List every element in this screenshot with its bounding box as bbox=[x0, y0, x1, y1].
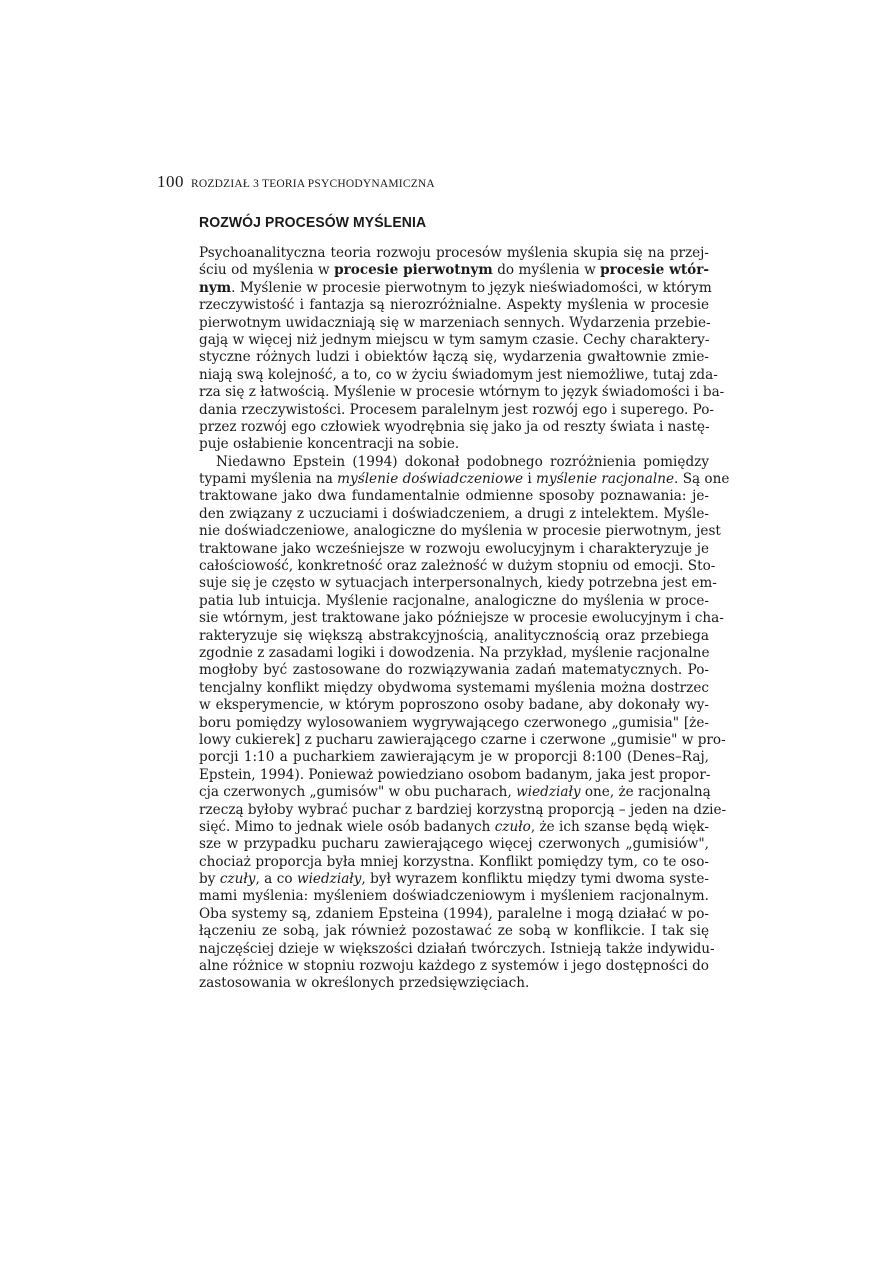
text-segment: mami myślenia: myśleniem doświadczeniowym i myśleniem racjonalnym. bbox=[199, 888, 709, 905]
text-line bbox=[199, 366, 718, 384]
text-line bbox=[199, 401, 715, 419]
text-segment: do myślenia w bbox=[492, 262, 601, 279]
text-line bbox=[199, 958, 709, 975]
text-segment: , a co bbox=[255, 871, 297, 888]
italic-term: myślenie racjonalne bbox=[536, 471, 675, 488]
text-line bbox=[199, 419, 709, 436]
text-segment: Oba systemy są, zdaniem Epsteina (1994), paralelne i mogą działać w po- bbox=[199, 905, 709, 922]
text-segment: łączeniu ze sobą, jak również pozostawać ze sobą w konflikcie. I tak się bbox=[199, 923, 709, 940]
italic-term: wiedziały bbox=[516, 784, 581, 801]
text-segment: cja czerwonych „gumisów" w obu pucharach, bbox=[199, 784, 517, 801]
text-line bbox=[199, 471, 730, 488]
text-line bbox=[199, 575, 717, 592]
text-line bbox=[199, 662, 709, 679]
text-segment: mogłoby być zastosowane do rozwiązywania zadań matematycznych. Po- bbox=[199, 662, 709, 679]
text-segment: styczne różnych ludzi i obiektów łączą się, wydarzenia gwałtownie zmie- bbox=[199, 349, 709, 366]
text-segment: den związany z uczuciami i doświadczeniem, a drugi z intelektem. Myśle- bbox=[199, 505, 709, 522]
text-line bbox=[199, 628, 709, 645]
bold-term: nym bbox=[199, 279, 232, 296]
text-segment: puje osłabienie koncentracji na sobie. bbox=[199, 436, 460, 453]
text-line bbox=[199, 454, 709, 471]
text-line bbox=[199, 558, 716, 575]
text-segment: traktowane jako wcześniejsze w rozwoju ewolucyjnym i charakteryzuje je bbox=[199, 540, 709, 557]
text-segment: rzeczywistość i fantazja są nierozróżnialne. Aspekty myślenia w procesie bbox=[199, 297, 709, 314]
text-segment: rza się z łatwością. Myślenie w procesie wtórnym to język świadomości i ba- bbox=[199, 384, 725, 401]
text-line bbox=[199, 523, 721, 540]
text-line bbox=[199, 315, 709, 332]
text-line bbox=[199, 349, 709, 366]
text-segment: niają swą kolejność, a to, co w życiu świadomym jest niemożliwe, tutaj zda- bbox=[199, 366, 718, 383]
text-segment: chociaż proporcja była mniej korzystna. Konflikt pomiędzy tym, co te oso- bbox=[199, 853, 709, 870]
text-segment: całościowość, konkretność oraz zależność w dużym stopniu od emocji. Sto- bbox=[199, 558, 716, 575]
text-segment: boru pomiędzy wylosowaniem wygrywającego czerwonego „gumisia" [że- bbox=[199, 714, 709, 731]
text-line bbox=[199, 715, 709, 732]
text-line bbox=[199, 854, 709, 871]
text-line bbox=[199, 506, 709, 523]
body-text bbox=[199, 245, 730, 993]
text-segment: , był wyrazem konfliktu między tymi dwoma syste- bbox=[361, 871, 710, 888]
bold-term: procesie wtór- bbox=[600, 262, 709, 279]
text-line bbox=[199, 836, 709, 853]
text-segment: Niedawno Epstein (1994) dokonał podobnego rozróżnienia pomiędzy bbox=[216, 453, 709, 470]
text-segment: rzeczą byłoby wybrać puchar z bardziej korzystną proporcją – jeden na dzie- bbox=[199, 801, 727, 818]
text-segment: zastosowania w określonych przedsięwzięciach. bbox=[199, 975, 530, 992]
text-segment: alne różnice w stopniu rozwoju każdego z systemów i jego dostępności do bbox=[199, 958, 709, 975]
section-title: ROZWÓJ PROCESÓW MYŚLENIA bbox=[199, 213, 427, 231]
text-segment: zgodnie z zasadami logiki i dowodzenia. Na przykład, myślenie racjonalne bbox=[199, 644, 710, 661]
text-line bbox=[199, 819, 709, 836]
text-line bbox=[199, 488, 709, 505]
text-segment: . Są one bbox=[674, 471, 730, 488]
text-segment: sze w przypadku pucharu zawierającego więcej czerwonych „gumisiów", bbox=[199, 836, 709, 853]
page-header bbox=[157, 172, 435, 192]
text-segment: Psychoanalityczna teoria rozwoju procesów myślenia skupia się na przej- bbox=[199, 245, 709, 261]
text-segment: Epstein, 1994). Ponieważ powiedziano osobom badanym, jaka jest propor- bbox=[199, 766, 711, 783]
text-line bbox=[199, 767, 709, 784]
text-segment: nie doświadczeniowe, analogiczne do myślenia w procesie pierwotnym, jest bbox=[199, 523, 721, 540]
text-line bbox=[199, 593, 709, 610]
text-line bbox=[199, 279, 712, 297]
text-line bbox=[199, 749, 709, 766]
italic-term: czuło bbox=[494, 818, 531, 835]
text-line bbox=[199, 384, 725, 401]
text-segment: ściu od myślenia w bbox=[199, 262, 335, 279]
text-line bbox=[199, 906, 709, 923]
text-line bbox=[199, 871, 709, 888]
text-line bbox=[199, 332, 709, 349]
text-line bbox=[199, 923, 709, 940]
text-line bbox=[199, 297, 709, 314]
text-segment: patia lub intuicja. Myślenie racjonalne, analogiczne do myślenia w proce- bbox=[199, 592, 709, 609]
text-line bbox=[199, 731, 726, 749]
text-segment: . Myślenie w procesie pierwotnym to język nieświadomości, w którym bbox=[231, 279, 712, 296]
text-segment: w eksperymencie, w którym poproszono osoby badane, aby dokonały wy- bbox=[199, 697, 709, 714]
bold-term: procesie pierwotnym bbox=[334, 262, 493, 279]
text-segment: one, że racjonalną bbox=[580, 784, 711, 801]
text-line bbox=[199, 888, 709, 905]
text-segment: typami myślenia na bbox=[199, 471, 338, 488]
text-line bbox=[199, 645, 709, 662]
running-head: ROZDZIAŁ 3 TEORIA PSYCHODYNAMICZNA bbox=[191, 178, 435, 190]
text-segment: rakteryzuje się większą abstrakcyjnością, analitycznością oraz przebiega bbox=[199, 627, 709, 644]
text-line bbox=[199, 610, 724, 627]
italic-term: myślenie doświadczeniowe bbox=[337, 471, 524, 488]
text-segment: sięć. Mimo to jednak wiele osób badanych bbox=[199, 818, 495, 835]
text-segment: pierwotnym uwidaczniają się w marzeniach sennych. Wydarzenia przebie- bbox=[199, 314, 711, 331]
text-segment: i bbox=[523, 471, 537, 488]
text-line bbox=[199, 541, 709, 558]
text-line bbox=[199, 940, 715, 958]
text-line bbox=[199, 245, 709, 262]
text-segment: sie wtórnym, jest traktowane jako późniejsze w procesie ewolucyjnym i cha- bbox=[199, 610, 724, 627]
page-number: 100 bbox=[157, 172, 184, 191]
text-segment: dania rzeczywistości. Procesem paralelnym jest rozwój ego i superego. Po- bbox=[199, 401, 715, 418]
text-segment: , że ich szanse będą więk- bbox=[530, 818, 709, 835]
text-segment: traktowane jako dwa fundamentalnie odmienne sposoby poznawania: je- bbox=[199, 488, 709, 505]
text-line bbox=[199, 262, 709, 279]
text-segment: tencjalny konflikt między obydwoma systemami myślenia można dostrzec bbox=[199, 679, 709, 696]
text-line bbox=[199, 697, 709, 714]
text-segment: by bbox=[199, 871, 220, 888]
text-line bbox=[199, 680, 709, 697]
text-line bbox=[199, 784, 709, 801]
text-segment: najczęściej dzieje w większości działań twórczych. Istnieją także indywidu- bbox=[199, 940, 715, 957]
text-segment: gają w więcej niż jednym miejscu w tym samym czasie. Cechy charaktery- bbox=[199, 331, 710, 348]
text-segment: suje się je często w sytuacjach interpersonalnych, kiedy potrzebna jest em- bbox=[199, 575, 717, 592]
italic-term: czuły bbox=[219, 871, 256, 888]
text-line bbox=[199, 975, 709, 992]
text-segment: lowy cukierek] z pucharu zawierającego czarne i czerwone „gumisie" w pro- bbox=[199, 731, 726, 748]
text-segment: porcji 1:10 a pucharkiem zawierającym je w proporcji 8:100 (Denes–Raj, bbox=[199, 749, 709, 766]
italic-term: wiedziały bbox=[296, 871, 362, 888]
text-line bbox=[199, 436, 709, 453]
text-line bbox=[199, 801, 727, 819]
text-segment: przez rozwój ego człowiek wyodrębnia się jako ja od reszty świata i nastę- bbox=[199, 418, 710, 435]
